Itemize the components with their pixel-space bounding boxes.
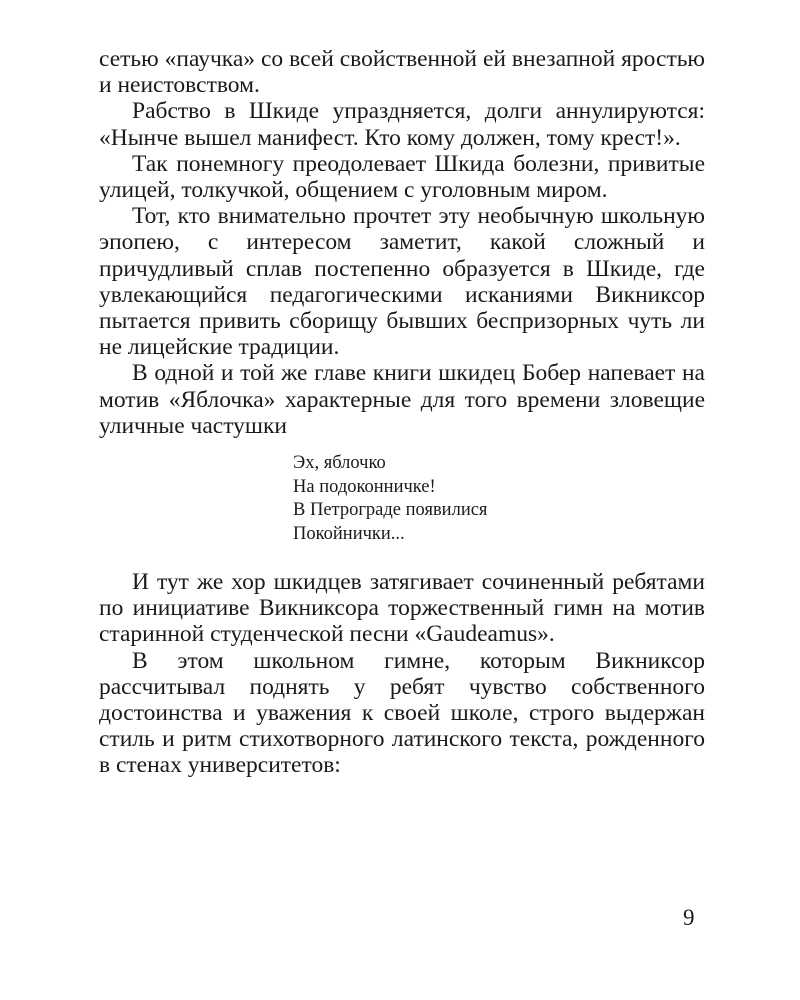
- paragraph: Тот, кто внимательно прочтет эту необычную школьную эпопею, с интересом заметит, какой сложный и причудливый сплав постепенно образуется в Шкиде, где увлекающийся педагогическими исканиями Викниксор пытается привить сборищу бывших беспризорных чуть ли не лицейские традиции.: [99, 203, 705, 361]
- paragraph-continuation: сетью «паучка» со всей свойственной ей внезапной яростью и неистовством.: [99, 46, 705, 99]
- paragraph: Так понемногу преодолевает Шкида болезни, привитые улицей, толкучкой, общением с уголовным миром.: [99, 150, 705, 204]
- paragraph: В этом школьном гимне, которым Викниксор рассчитывал поднять у ребят чувство собственного достоинства и уважения к своей школе, строго выдержан стиль и ритм стихотворного латинского текста, рожденного в стенах университетов:: [99, 647, 705, 779]
- paragraph: И тут же хор шкидцев затягивает сочиненный ребятами по инициативе Викниксора торжественный гимн на мотив старинной студенческой песни «Gaudeamus».: [99, 569, 705, 648]
- paragraph: В одной и той же главе книги шкидец Бобер напевает на мотив «Яблочка» характерные для того времени зловещие уличные частушки: [99, 360, 705, 439]
- poem-line: На подоконничке!: [293, 476, 436, 497]
- poem-line: Покойнички...: [293, 523, 405, 544]
- poem-line: В Петрограде появилися: [293, 500, 488, 521]
- poem-quote: [293, 452, 705, 546]
- page-body: [99, 46, 705, 779]
- poem-line: Эх, яблочко: [293, 453, 386, 474]
- page-number: 9: [683, 905, 695, 930]
- paragraph: Рабство в Шкиде упраздняется, долги аннулируются: «Нынче вышел манифест. Кто кому должен, тому крест!».: [99, 98, 705, 151]
